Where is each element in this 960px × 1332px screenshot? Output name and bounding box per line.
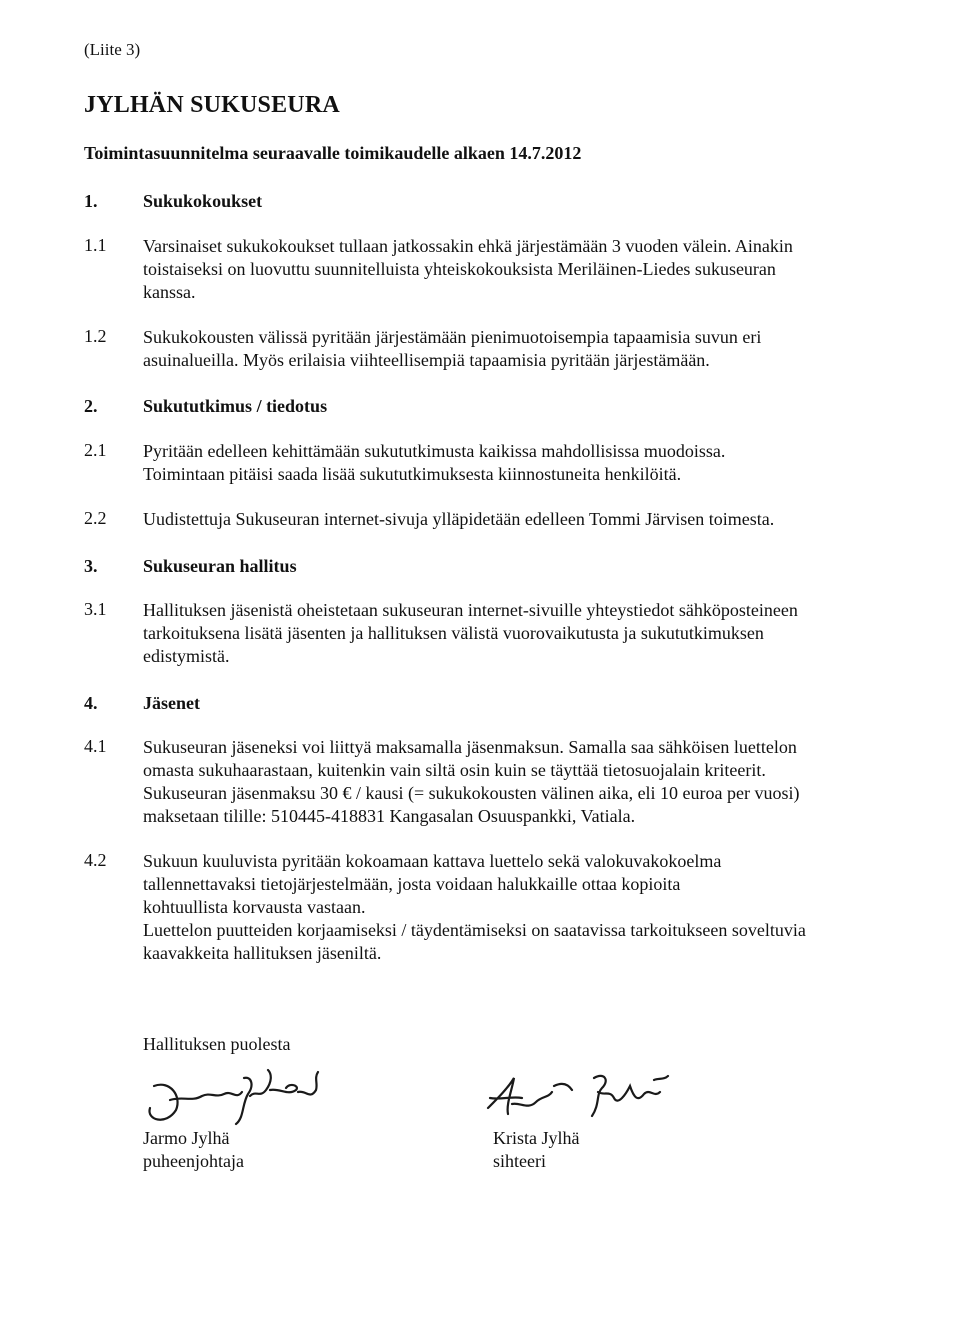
item-text	[143, 326, 863, 372]
text-line: edistymistä.	[143, 646, 230, 666]
text-line: Sukuseuran jäseneksi voi liittyä maksamalla jäsenmaksun. Samalla saa sähköisen luettelon	[143, 737, 797, 757]
section-number: 1.	[84, 191, 98, 211]
signature-jarmo-jylha	[140, 1060, 330, 1130]
item-text	[143, 440, 863, 486]
plan-title: Toimintasuunnitelma seuraavalle toimikaudelle alkaen 14.7.2012	[84, 143, 582, 163]
item-text	[143, 599, 863, 668]
text-line: Sukuseuran jäsenmaksu 30 € / kausi (= sukukokousten välinen aika, eli 10 euroa per vuosi)	[143, 783, 800, 803]
text-line: kanssa.	[143, 282, 196, 302]
item-text	[143, 736, 863, 828]
item-number: 3.1	[84, 599, 107, 619]
signer-name: Krista Jylhä	[493, 1128, 580, 1148]
text-line: kohtuullista korvausta vastaan.	[143, 897, 366, 917]
signature-krista-jylha	[478, 1068, 678, 1128]
text-line: Uudistettuja Sukuseuran internet-sivuja ylläpidetään edelleen Tommi Järvisen toimesta.	[143, 509, 775, 529]
text-line: kaavakkeita hallituksen jäseniltä.	[143, 943, 382, 963]
section-number: 2.	[84, 396, 98, 416]
section-number: 3.	[84, 556, 98, 576]
item-text	[143, 235, 863, 304]
text-line: Sukukokousten välissä pyritään järjestämään pienimuotoisempia tapaamisia suvun eri	[143, 327, 762, 347]
section-number: 4.	[84, 693, 98, 713]
item-number: 1.2	[84, 326, 107, 346]
text-line: maksetaan tilille: 510445-418831 Kangasalan Osuuspankki, Vatiala.	[143, 806, 636, 826]
item-text	[143, 508, 863, 531]
item-number: 1.1	[84, 235, 107, 255]
signer-role: sihteeri	[493, 1151, 546, 1171]
text-line: tallennettavaksi tietojärjestelmään, josta voidaan halukkaille ottaa kopioita	[143, 874, 681, 894]
text-line: asuinalueilla. Myös erilaisia viihteellisempiä tapaamisia pyritään järjestämään.	[143, 350, 710, 370]
text-line: omasta sukuhaarastaan, kuitenkin vain siltä osin kuin se täyttää tietosuojalain kriteerit.	[143, 760, 766, 780]
section-title: Sukututkimus / tiedotus	[143, 396, 328, 416]
text-line: Luettelon puutteiden korjaamiseksi / täydentämiseksi on saatavissa tarkoitukseen soveltuvia	[143, 920, 806, 940]
appendix-label: (Liite 3)	[84, 40, 141, 59]
text-line: Hallituksen jäsenistä oheistetaan sukuseuran internet-sivuille yhteystiedot sähköposteineen	[143, 600, 798, 620]
text-line: Pyritään edelleen kehittämään sukututkimusta kaikissa mahdollisissa muodoissa.	[143, 441, 726, 461]
organization-title: JYLHÄN SUKUSEURA	[84, 92, 340, 118]
signer-name: Jarmo Jylhä	[143, 1128, 230, 1148]
item-text	[143, 850, 863, 965]
item-number: 4.1	[84, 736, 107, 756]
item-number: 4.2	[84, 850, 107, 870]
section-title: Sukuseuran hallitus	[143, 556, 297, 576]
signer-role: puheenjohtaja	[143, 1151, 244, 1171]
signature-intro: Hallituksen puolesta	[143, 1034, 291, 1054]
text-line: toistaiseksi on luovuttu suunnitelluista yhteiskokouksista Meriläinen-Liedes sukuseuran	[143, 259, 776, 279]
text-line: tarkoituksena lisätä jäsenten ja hallituksen välistä vuorovaikutusta ja sukututkimuksen	[143, 623, 764, 643]
text-line: Toimintaan pitäisi saada lisää sukututkimuksesta kiinnostuneita henkilöitä.	[143, 464, 682, 484]
section-title: Sukukokoukset	[143, 191, 263, 211]
item-number: 2.2	[84, 508, 107, 528]
section-title: Jäsenet	[143, 693, 200, 713]
item-number: 2.1	[84, 440, 107, 460]
text-line: Varsinaiset sukukokoukset tullaan jatkossakin ehkä järjestämään 3 vuoden välein. Ainakin	[143, 236, 793, 256]
text-line: Sukuun kuuluvista pyritään kokoamaan kattava luettelo sekä valokuvakokoelma	[143, 851, 722, 871]
